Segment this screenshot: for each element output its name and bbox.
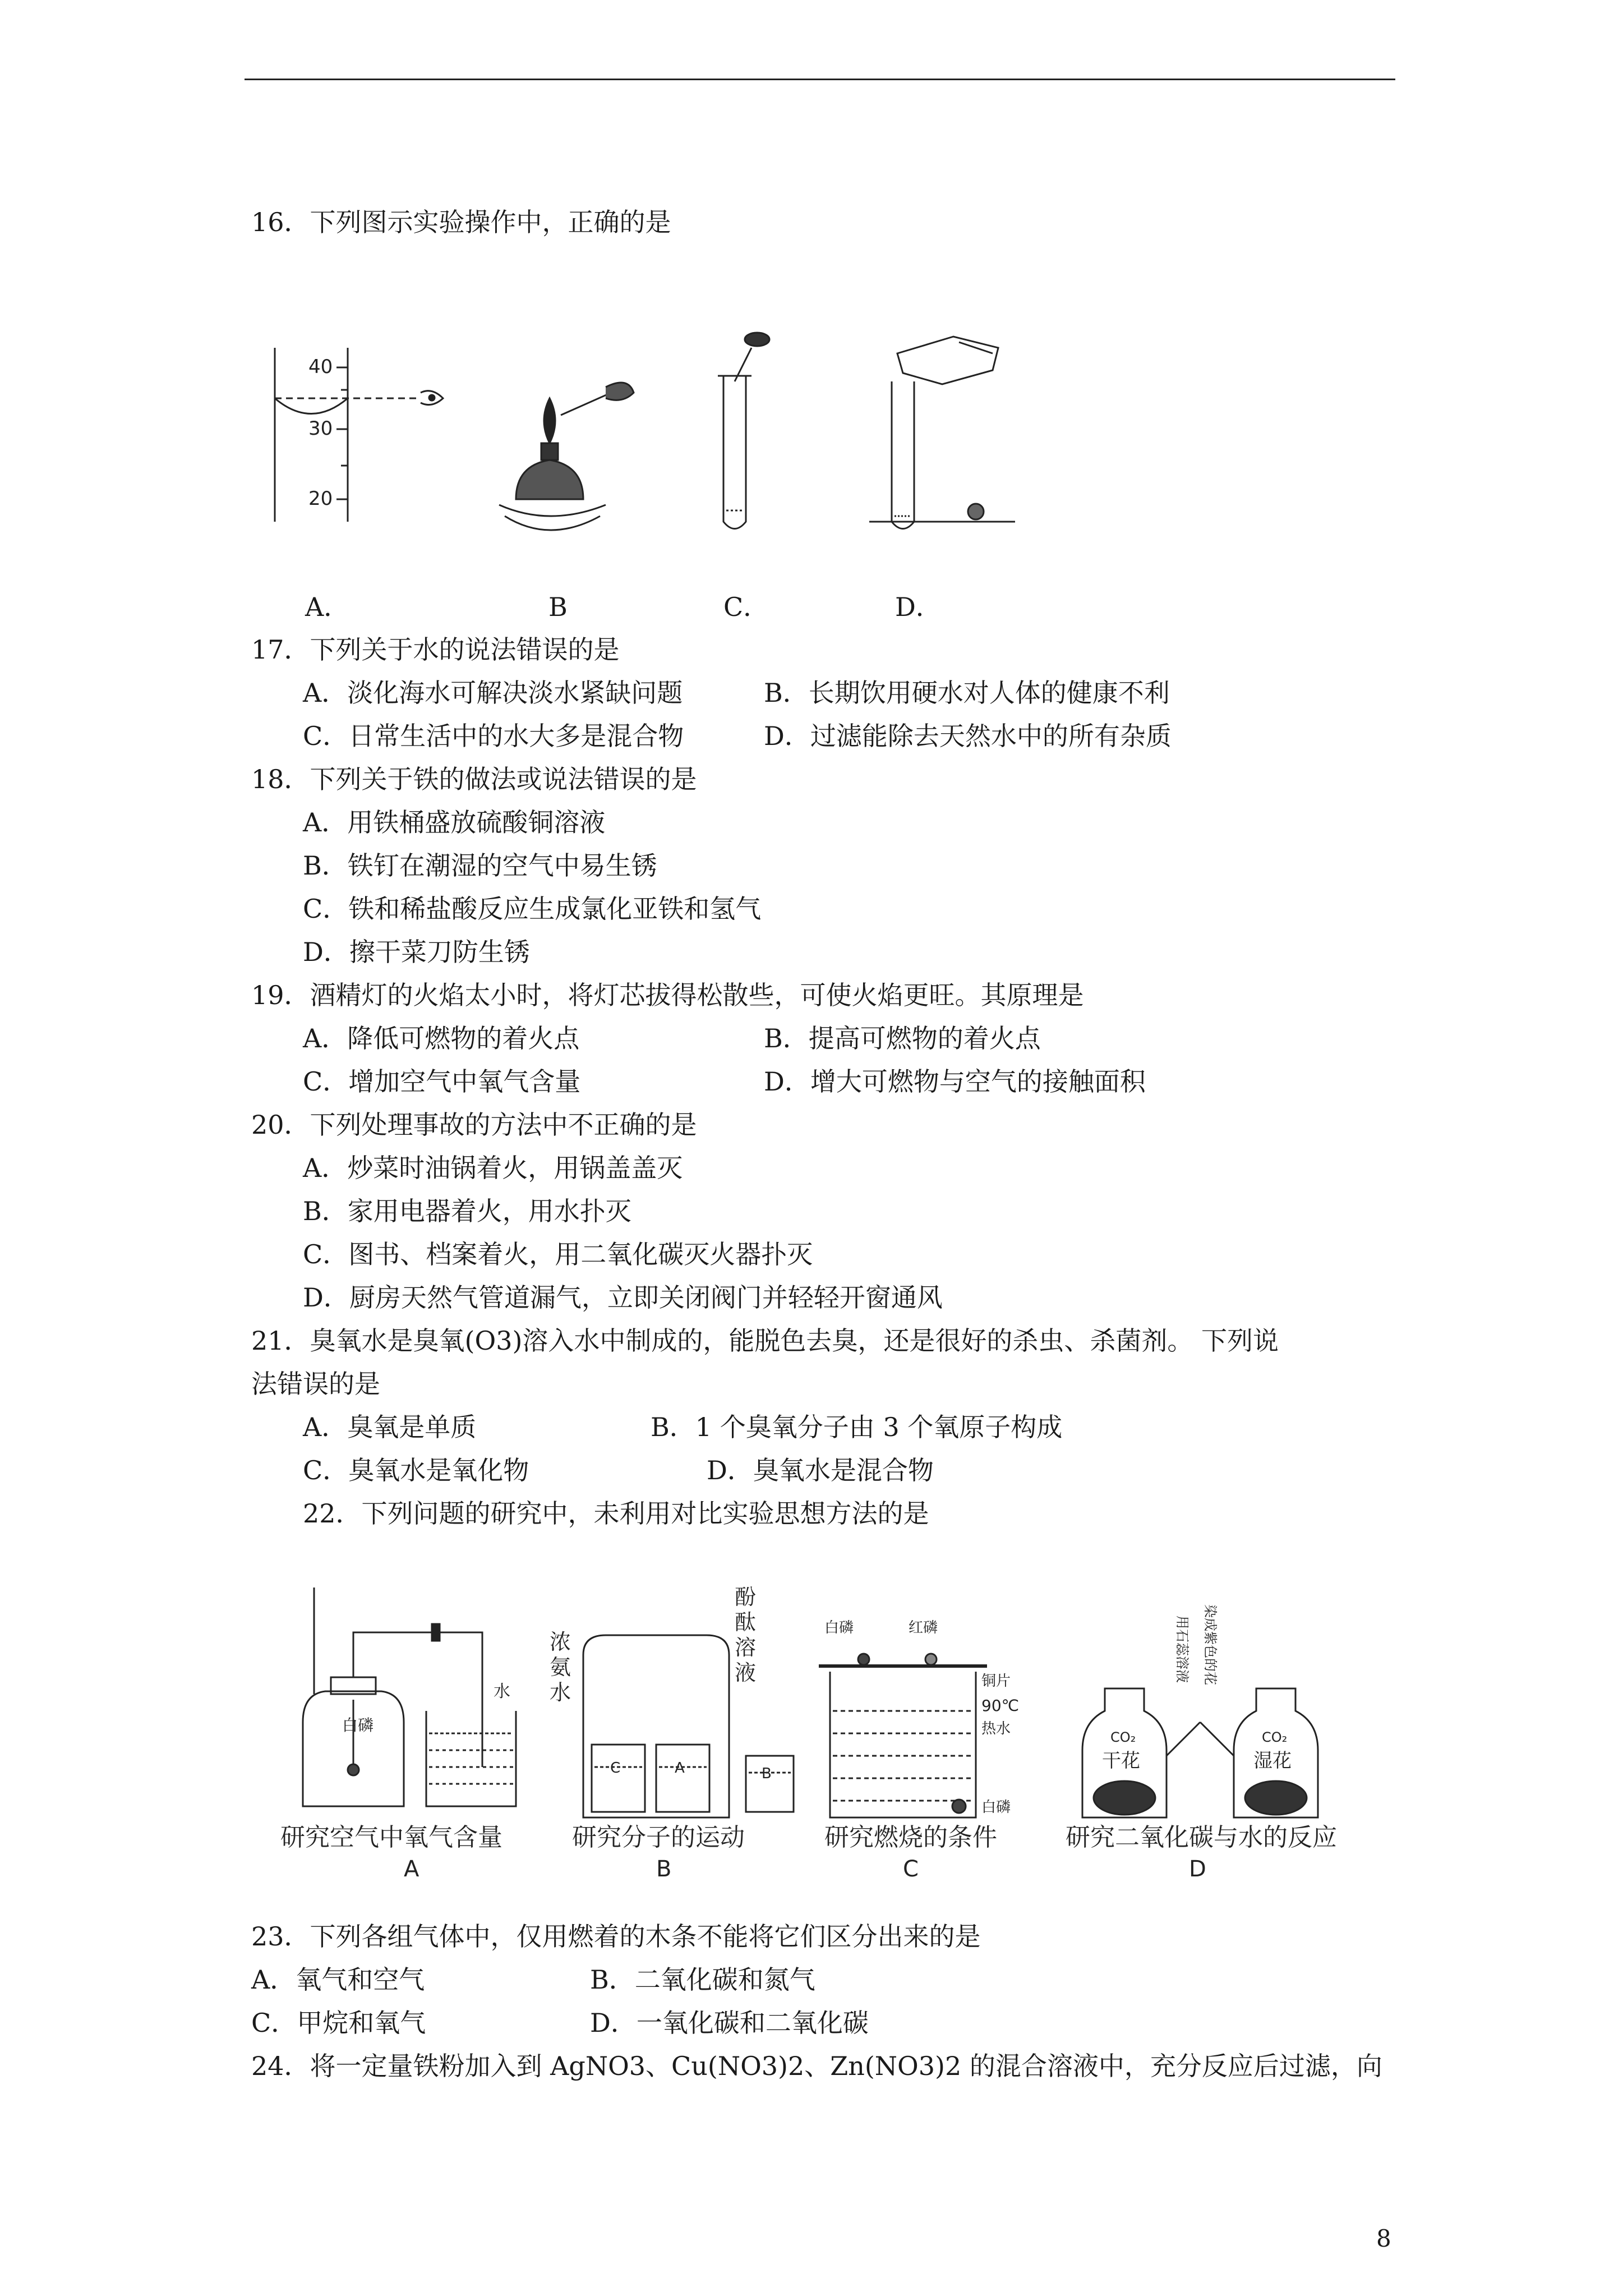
q22-caption-a: 研究空气中氧气含量 bbox=[280, 1823, 502, 1852]
q22-d-label-co2-right: CO₂ bbox=[1262, 1729, 1288, 1745]
q21-option-c: C．臭氧水是氧化物 bbox=[303, 1455, 529, 1485]
q22-c-label-white-p: 白磷 bbox=[824, 1619, 854, 1636]
q22-letter-b: B bbox=[656, 1856, 672, 1882]
q18-option-a: A．用铁桶盛放硫酸铜溶液 bbox=[303, 807, 606, 838]
q20-option-d: D．厨房天然气管道漏气，立即关闭阀门并轻轻开窗通风 bbox=[303, 1282, 943, 1313]
q17-option-a: A．淡化海水可解决淡水紧缺问题 bbox=[303, 678, 683, 708]
q20-stem: 20．下列处理事故的方法中不正确的是 bbox=[251, 1110, 697, 1140]
q23-option-c: C．甲烷和氧气 bbox=[251, 2008, 426, 2038]
q22-fig-a bbox=[303, 1588, 516, 1806]
page-number: 8 bbox=[1376, 2225, 1391, 2252]
q21-stem-line2: 法错误的是 bbox=[251, 1369, 380, 1399]
q22-b-beaker-a: A bbox=[675, 1760, 685, 1777]
q22-caption-d: 研究二氧化碳与水的反应 bbox=[1066, 1823, 1337, 1852]
q21-stem-line1: 21．臭氧水是臭氧(O3)溶入水中制成的，能脱色去臭，还是很好的杀虫、杀菌剂。 下列说 bbox=[251, 1326, 1279, 1356]
q16-figures bbox=[269, 331, 1032, 544]
q22-a-label-water: 水 bbox=[494, 1682, 510, 1701]
q22-letter-d: D bbox=[1189, 1856, 1206, 1882]
q16-label-c: C． bbox=[723, 592, 769, 622]
q22-b-label-ammonia-1: 浓 bbox=[550, 1630, 571, 1654]
q18-option-d: D．擦干菜刀防生锈 bbox=[303, 937, 530, 967]
q18-stem: 18．下列关于铁的做法或说法错误的是 bbox=[251, 764, 697, 794]
q22-letter-c: C bbox=[903, 1856, 919, 1882]
q22-b-label-phenol-4: 液 bbox=[735, 1660, 757, 1685]
q16-label-d: D． bbox=[895, 592, 942, 622]
q20-option-b: B．家用电器着火，用水扑灭 bbox=[303, 1196, 631, 1226]
q23-option-b: B．二氧化碳和氮气 bbox=[590, 1964, 815, 1995]
q20-option-a: A．炒菜时油锅着火，用锅盖盖灭 bbox=[303, 1153, 683, 1183]
q19-option-d: D．增大可燃物与空气的接触面积 bbox=[764, 1066, 1146, 1097]
q22-fig-c bbox=[819, 1654, 987, 1818]
q22-c-label-hot-water: 热水 bbox=[981, 1720, 1011, 1737]
q22-b-label-ammonia-2: 氨 bbox=[550, 1655, 571, 1680]
q17-option-c: C．日常生活中的水大多是混合物 bbox=[303, 721, 684, 751]
q18-option-b: B．铁钉在潮湿的空气中易生锈 bbox=[303, 850, 657, 881]
q22-b-label-phenol-1: 酚 bbox=[735, 1585, 757, 1609]
q22-b-beaker-c: C bbox=[610, 1760, 621, 1777]
q16-label-b: B bbox=[548, 592, 568, 622]
q22-b-label-phenol-2: 酞 bbox=[735, 1610, 757, 1635]
q19-option-b: B．提高可燃物的着火点 bbox=[764, 1023, 1041, 1053]
header-rule bbox=[245, 79, 1395, 80]
q22-caption-c: 研究燃烧的条件 bbox=[824, 1823, 997, 1852]
q22-b-label-phenol-3: 溶 bbox=[735, 1635, 757, 1660]
q21-option-a: A．臭氧是单质 bbox=[303, 1412, 477, 1442]
q23-option-d: D．一氧化碳和二氧化碳 bbox=[590, 2008, 869, 2038]
q16-stem: 16．下列图示实验操作中，正确的是 bbox=[251, 207, 671, 237]
q22-stem: 22．下列问题的研究中，未利用对比实验思想方法的是 bbox=[303, 1498, 929, 1529]
q20-option-c: C．图书、档案着火，用二氧化碳灭火器扑灭 bbox=[303, 1239, 813, 1269]
q16-fig-b-alcohol-lamp bbox=[499, 383, 634, 530]
q16-fig-d-pouring bbox=[869, 337, 1015, 529]
q16-scale-30: 30 bbox=[308, 417, 333, 440]
q22-fig-b bbox=[583, 1635, 794, 1818]
q22-c-label-white-p2: 白磷 bbox=[981, 1799, 1011, 1816]
q16-label-a: A． bbox=[305, 592, 350, 622]
q23-option-a: A．氧气和空气 bbox=[251, 1964, 425, 1995]
q22-b-beaker-b: B bbox=[762, 1765, 772, 1782]
q22-caption-b: 研究分子的运动 bbox=[572, 1823, 745, 1852]
q16-scale-40: 40 bbox=[308, 356, 333, 378]
q17-stem: 17．下列关于水的说法错误的是 bbox=[251, 634, 620, 665]
q17-option-d: D．过滤能除去天然水中的所有杂质 bbox=[764, 721, 1172, 751]
q22-a-label-white-p: 白磷 bbox=[342, 1716, 374, 1734]
q22-d-label-co2-left: CO₂ bbox=[1110, 1729, 1136, 1745]
q24-stem: 24．将一定量铁粉加入到 AgNO3、Cu(NO3)2、Zn(NO3)2 的混合溶液中，充分反应后过滤，向 bbox=[251, 2051, 1382, 2081]
q19-stem: 19．酒精灯的火焰太小时，将灯芯拔得松散些，可使火焰更旺。其原理是 bbox=[251, 980, 1084, 1010]
q21-option-d: D．臭氧水是混合物 bbox=[707, 1455, 934, 1485]
q22-d-label-wet: 湿花 bbox=[1253, 1750, 1292, 1772]
q16-fig-c-dropper bbox=[718, 333, 769, 529]
q19-option-a: A．降低可燃物的着火点 bbox=[303, 1023, 580, 1053]
q17-option-b: B．长期饮用硬水对人体的健康不利 bbox=[764, 678, 1170, 708]
q23-stem: 23．下列各组气体中，仅用燃着的木条不能将它们区分出来的是 bbox=[251, 1921, 981, 1952]
q22-b-label-ammonia-3: 水 bbox=[550, 1680, 571, 1705]
q22-c-label-temp: 90℃ bbox=[981, 1696, 1020, 1715]
q16-fig-a-cylinder bbox=[275, 348, 443, 522]
q19-option-c: C．增加空气中氧气含量 bbox=[303, 1066, 581, 1097]
q22-figures bbox=[269, 1582, 1391, 1885]
q21-option-b: B．1 个臭氧分子由 3 个氧原子构成 bbox=[651, 1412, 1063, 1442]
q16-scale-20: 20 bbox=[308, 487, 333, 510]
q22-d-label-sprayed: 用石蕊溶液 bbox=[1174, 1616, 1190, 1683]
q22-c-label-red-p: 红磷 bbox=[909, 1619, 938, 1636]
q22-letter-a: A bbox=[404, 1856, 419, 1882]
q22-d-label-dyed: 染成紫色的花 bbox=[1202, 1604, 1218, 1685]
q22-d-label-dry: 干花 bbox=[1102, 1750, 1140, 1772]
q18-option-c: C．铁和稀盐酸反应生成氯化亚铁和氢气 bbox=[303, 894, 762, 924]
q22-c-label-copper: 铜片 bbox=[981, 1673, 1011, 1690]
